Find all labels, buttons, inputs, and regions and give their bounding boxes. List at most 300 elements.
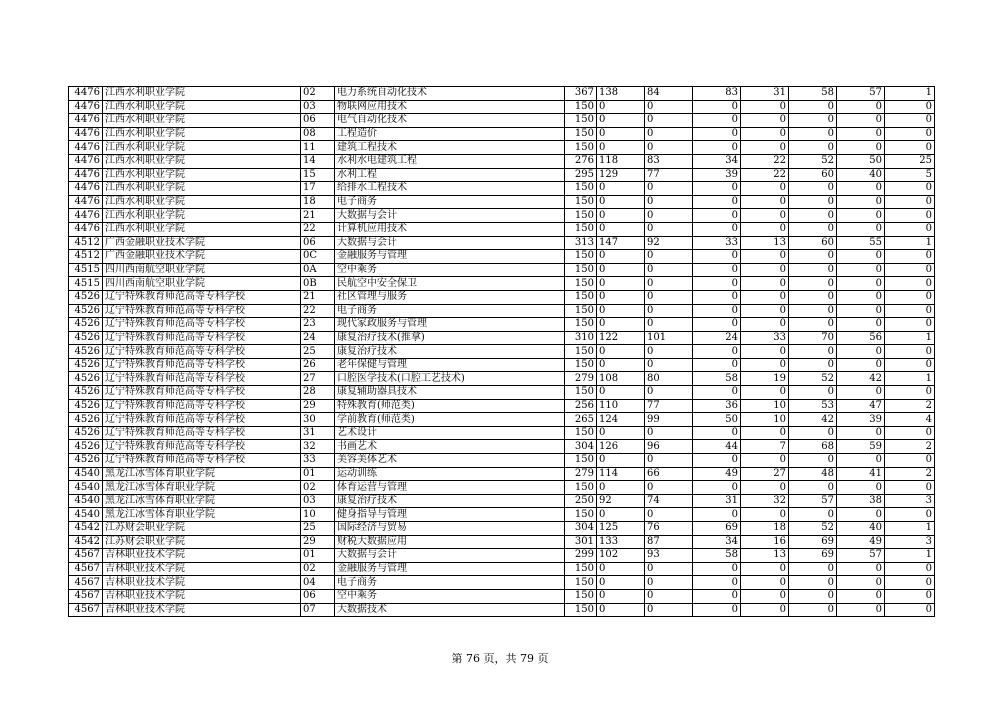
col-9-cell: 0 — [741, 358, 789, 372]
col-9-cell: 0 — [741, 304, 789, 318]
col-8-cell: 0 — [693, 100, 741, 114]
school-code-cell: 4567 — [69, 562, 103, 576]
school-name-cell: 辽宁特殊教育师范高等专科学校 — [103, 318, 301, 332]
table-body — [69, 87, 935, 617]
col-8-cell: 44 — [693, 440, 741, 454]
school-name-cell: 黑龙江冰雪体育职业学院 — [103, 481, 301, 495]
plan-count-cell: 250 — [565, 494, 597, 508]
school-name-cell: 江西水利职业学院 — [103, 154, 301, 168]
plan-count-cell: 150 — [565, 141, 597, 155]
col-7-cell: 83 — [645, 154, 693, 168]
plan-count-cell: 150 — [565, 263, 597, 277]
school-code-cell: 4526 — [69, 290, 103, 304]
major-name-cell: 工程造价 — [335, 127, 565, 141]
col-11-cell: 0 — [837, 209, 885, 223]
plan-count-cell: 279 — [565, 467, 597, 481]
school-code-cell: 4515 — [69, 277, 103, 291]
school-name-cell: 辽宁特殊教育师范高等专科学校 — [103, 386, 301, 400]
plan-count-cell: 150 — [565, 358, 597, 372]
school-code-cell: 4476 — [69, 168, 103, 182]
col-6-cell: 125 — [597, 522, 645, 536]
table-row — [69, 345, 935, 359]
school-code-cell: 4476 — [69, 182, 103, 196]
col-7-cell: 0 — [645, 589, 693, 603]
col-12-cell: 0 — [885, 454, 935, 468]
plan-count-cell: 150 — [565, 318, 597, 332]
major-code-cell: 15 — [301, 168, 335, 182]
col-7-cell: 0 — [645, 141, 693, 155]
table-row — [69, 250, 935, 264]
col-7-cell: 77 — [645, 168, 693, 182]
col-8-cell: 0 — [693, 250, 741, 264]
col-6-cell: 0 — [597, 562, 645, 576]
school-code-cell: 4526 — [69, 331, 103, 345]
school-name-cell: 四川西南航空职业学院 — [103, 277, 301, 291]
col-11-cell: 0 — [837, 386, 885, 400]
col-8-cell: 31 — [693, 494, 741, 508]
school-name-cell: 辽宁特殊教育师范高等专科学校 — [103, 372, 301, 386]
major-name-cell: 大数据与会计 — [335, 209, 565, 223]
table-row — [69, 236, 935, 250]
col-8-cell: 34 — [693, 535, 741, 549]
col-8-cell: 0 — [693, 277, 741, 291]
plan-count-cell: 313 — [565, 236, 597, 250]
plan-count-cell: 150 — [565, 182, 597, 196]
col-6-cell: 147 — [597, 236, 645, 250]
table-row — [69, 467, 935, 481]
school-name-cell: 辽宁特殊教育师范高等专科学校 — [103, 345, 301, 359]
school-name-cell: 吉林职业技术学院 — [103, 576, 301, 590]
school-name-cell: 吉林职业技术学院 — [103, 603, 301, 617]
col-6-cell: 0 — [597, 454, 645, 468]
col-8-cell: 58 — [693, 372, 741, 386]
col-8-cell: 49 — [693, 467, 741, 481]
col-7-cell: 0 — [645, 114, 693, 128]
col-9-cell: 7 — [741, 440, 789, 454]
school-name-cell: 吉林职业技术学院 — [103, 562, 301, 576]
school-name-cell: 四川西南航空职业学院 — [103, 263, 301, 277]
col-8-cell: 33 — [693, 236, 741, 250]
table-row — [69, 141, 935, 155]
school-name-cell: 江苏财会职业学院 — [103, 522, 301, 536]
col-9-cell: 0 — [741, 263, 789, 277]
table-row — [69, 263, 935, 277]
col-10-cell: 0 — [789, 454, 837, 468]
school-code-cell: 4526 — [69, 372, 103, 386]
plan-count-cell: 150 — [565, 100, 597, 114]
col-11-cell: 47 — [837, 399, 885, 413]
major-name-cell: 水利水电建筑工程 — [335, 154, 565, 168]
col-11-cell: 57 — [837, 549, 885, 563]
col-11-cell: 55 — [837, 236, 885, 250]
major-code-cell: 22 — [301, 304, 335, 318]
col-9-cell: 0 — [741, 100, 789, 114]
major-code-cell: 0C — [301, 250, 335, 264]
school-code-cell: 4515 — [69, 263, 103, 277]
col-8-cell: 0 — [693, 589, 741, 603]
col-10-cell: 0 — [789, 304, 837, 318]
col-6-cell: 0 — [597, 127, 645, 141]
major-code-cell: 08 — [301, 127, 335, 141]
col-8-cell: 0 — [693, 290, 741, 304]
col-11-cell: 0 — [837, 603, 885, 617]
col-12-cell: 2 — [885, 440, 935, 454]
col-12-cell: 2 — [885, 399, 935, 413]
col-10-cell: 0 — [789, 141, 837, 155]
col-10-cell: 0 — [789, 182, 837, 196]
col-12-cell: 0 — [885, 250, 935, 264]
col-9-cell: 0 — [741, 209, 789, 223]
table-row — [69, 195, 935, 209]
col-11-cell: 40 — [837, 168, 885, 182]
col-7-cell: 0 — [645, 345, 693, 359]
table-row — [69, 386, 935, 400]
col-11-cell: 41 — [837, 467, 885, 481]
school-code-cell: 4476 — [69, 195, 103, 209]
school-name-cell: 江西水利职业学院 — [103, 182, 301, 196]
col-11-cell: 0 — [837, 304, 885, 318]
col-12-cell: 3 — [885, 535, 935, 549]
col-7-cell: 66 — [645, 467, 693, 481]
col-9-cell: 18 — [741, 522, 789, 536]
col-11-cell: 0 — [837, 114, 885, 128]
col-10-cell: 0 — [789, 481, 837, 495]
col-11-cell: 0 — [837, 263, 885, 277]
col-8-cell: 24 — [693, 331, 741, 345]
col-6-cell: 0 — [597, 358, 645, 372]
major-code-cell: 11 — [301, 141, 335, 155]
col-9-cell: 13 — [741, 236, 789, 250]
col-12-cell: 0 — [885, 100, 935, 114]
col-10-cell: 58 — [789, 87, 837, 101]
school-code-cell: 4540 — [69, 481, 103, 495]
col-7-cell: 77 — [645, 399, 693, 413]
col-8-cell: 0 — [693, 209, 741, 223]
col-11-cell: 0 — [837, 100, 885, 114]
major-name-cell: 电子商务 — [335, 576, 565, 590]
col-6-cell: 0 — [597, 386, 645, 400]
col-9-cell: 0 — [741, 603, 789, 617]
school-code-cell: 4526 — [69, 304, 103, 318]
school-name-cell: 辽宁特殊教育师范高等专科学校 — [103, 454, 301, 468]
school-code-cell: 4526 — [69, 440, 103, 454]
plan-count-cell: 150 — [565, 454, 597, 468]
col-9-cell: 0 — [741, 345, 789, 359]
col-9-cell: 0 — [741, 127, 789, 141]
school-name-cell: 吉林职业技术学院 — [103, 589, 301, 603]
school-name-cell: 江西水利职业学院 — [103, 100, 301, 114]
major-code-cell: 06 — [301, 236, 335, 250]
col-9-cell: 27 — [741, 467, 789, 481]
col-12-cell: 0 — [885, 195, 935, 209]
col-11-cell: 0 — [837, 576, 885, 590]
col-6-cell: 138 — [597, 87, 645, 101]
col-7-cell: 0 — [645, 277, 693, 291]
school-name-cell: 黑龙江冰雪体育职业学院 — [103, 467, 301, 481]
school-name-cell: 辽宁特殊教育师范高等专科学校 — [103, 290, 301, 304]
col-8-cell: 0 — [693, 304, 741, 318]
major-code-cell: 25 — [301, 345, 335, 359]
major-code-cell: 21 — [301, 209, 335, 223]
major-name-cell: 水利工程 — [335, 168, 565, 182]
col-10-cell: 0 — [789, 345, 837, 359]
col-10-cell: 0 — [789, 589, 837, 603]
col-11-cell: 50 — [837, 154, 885, 168]
major-code-cell: 03 — [301, 494, 335, 508]
table-row — [69, 454, 935, 468]
major-name-cell: 计算机应用技术 — [335, 222, 565, 236]
col-9-cell: 0 — [741, 508, 789, 522]
col-9-cell: 0 — [741, 195, 789, 209]
col-12-cell: 0 — [885, 345, 935, 359]
table-row — [69, 426, 935, 440]
major-code-cell: 0B — [301, 277, 335, 291]
col-7-cell: 0 — [645, 426, 693, 440]
col-8-cell: 36 — [693, 399, 741, 413]
col-6-cell: 0 — [597, 263, 645, 277]
col-6-cell: 0 — [597, 481, 645, 495]
col-10-cell: 42 — [789, 413, 837, 427]
major-code-cell: 04 — [301, 576, 335, 590]
table-row — [69, 222, 935, 236]
col-10-cell: 48 — [789, 467, 837, 481]
major-name-cell: 空中乘务 — [335, 589, 565, 603]
col-6-cell: 126 — [597, 440, 645, 454]
major-code-cell: 27 — [301, 372, 335, 386]
col-7-cell: 0 — [645, 100, 693, 114]
col-12-cell: 0 — [885, 386, 935, 400]
col-7-cell: 0 — [645, 127, 693, 141]
major-name-cell: 康复治疗技术(推拿) — [335, 331, 565, 345]
col-6-cell: 0 — [597, 114, 645, 128]
major-code-cell: 18 — [301, 195, 335, 209]
school-code-cell: 4476 — [69, 127, 103, 141]
col-8-cell: 0 — [693, 358, 741, 372]
school-name-cell: 江西水利职业学院 — [103, 209, 301, 223]
table-row — [69, 399, 935, 413]
col-12-cell: 4 — [885, 413, 935, 427]
school-code-cell: 4476 — [69, 114, 103, 128]
major-name-cell: 口腔医学技术(口腔工艺技术) — [335, 372, 565, 386]
col-8-cell: 0 — [693, 386, 741, 400]
col-9-cell: 22 — [741, 154, 789, 168]
col-11-cell: 0 — [837, 426, 885, 440]
col-12-cell: 0 — [885, 481, 935, 495]
school-name-cell: 江西水利职业学院 — [103, 87, 301, 101]
school-code-cell: 4526 — [69, 413, 103, 427]
col-7-cell: 84 — [645, 87, 693, 101]
school-name-cell: 辽宁特殊教育师范高等专科学校 — [103, 413, 301, 427]
school-code-cell: 4476 — [69, 141, 103, 155]
col-9-cell: 22 — [741, 168, 789, 182]
table-row — [69, 304, 935, 318]
col-10-cell: 0 — [789, 576, 837, 590]
school-name-cell: 江苏财会职业学院 — [103, 535, 301, 549]
col-10-cell: 0 — [789, 318, 837, 332]
plan-count-cell: 256 — [565, 399, 597, 413]
major-name-cell: 艺术设计 — [335, 426, 565, 440]
major-code-cell: 22 — [301, 222, 335, 236]
school-code-cell: 4540 — [69, 508, 103, 522]
school-code-cell: 4567 — [69, 603, 103, 617]
admission-table — [68, 86, 935, 617]
col-8-cell: 0 — [693, 576, 741, 590]
major-name-cell: 给排水工程技术 — [335, 182, 565, 196]
major-name-cell: 电子商务 — [335, 304, 565, 318]
col-7-cell: 74 — [645, 494, 693, 508]
major-name-cell: 社区管理与服务 — [335, 290, 565, 304]
col-11-cell: 0 — [837, 508, 885, 522]
col-10-cell: 60 — [789, 236, 837, 250]
col-6-cell: 108 — [597, 372, 645, 386]
col-9-cell: 13 — [741, 549, 789, 563]
plan-count-cell: 150 — [565, 209, 597, 223]
col-6-cell: 0 — [597, 508, 645, 522]
major-code-cell: 21 — [301, 290, 335, 304]
col-11-cell: 0 — [837, 454, 885, 468]
col-12-cell: 1 — [885, 549, 935, 563]
school-code-cell: 4476 — [69, 222, 103, 236]
school-name-cell: 辽宁特殊教育师范高等专科学校 — [103, 399, 301, 413]
major-code-cell: 31 — [301, 426, 335, 440]
col-6-cell: 129 — [597, 168, 645, 182]
major-name-cell: 大数据与会计 — [335, 236, 565, 250]
major-name-cell: 现代家政服务与管理 — [335, 318, 565, 332]
col-6-cell: 0 — [597, 426, 645, 440]
school-code-cell: 4567 — [69, 576, 103, 590]
plan-count-cell: 279 — [565, 372, 597, 386]
col-8-cell: 58 — [693, 549, 741, 563]
school-name-cell: 吉林职业技术学院 — [103, 549, 301, 563]
col-12-cell: 0 — [885, 141, 935, 155]
col-9-cell: 0 — [741, 386, 789, 400]
school-code-cell: 4540 — [69, 467, 103, 481]
col-7-cell: 0 — [645, 508, 693, 522]
col-7-cell: 0 — [645, 304, 693, 318]
plan-count-cell: 150 — [565, 127, 597, 141]
col-6-cell: 0 — [597, 195, 645, 209]
col-12-cell: 1 — [885, 331, 935, 345]
col-8-cell: 0 — [693, 195, 741, 209]
school-name-cell: 辽宁特殊教育师范高等专科学校 — [103, 440, 301, 454]
col-8-cell: 34 — [693, 154, 741, 168]
col-12-cell: 0 — [885, 304, 935, 318]
school-code-cell: 4476 — [69, 100, 103, 114]
col-9-cell: 0 — [741, 562, 789, 576]
col-8-cell: 83 — [693, 87, 741, 101]
school-name-cell: 广西金融职业技术学院 — [103, 250, 301, 264]
col-10-cell: 0 — [789, 277, 837, 291]
col-6-cell: 102 — [597, 549, 645, 563]
plan-count-cell: 310 — [565, 331, 597, 345]
table-row — [69, 100, 935, 114]
table-row — [69, 168, 935, 182]
col-12-cell: 0 — [885, 127, 935, 141]
col-8-cell: 0 — [693, 182, 741, 196]
major-name-cell: 美容美体艺术 — [335, 454, 565, 468]
col-10-cell: 0 — [789, 222, 837, 236]
col-7-cell: 80 — [645, 372, 693, 386]
col-11-cell: 0 — [837, 481, 885, 495]
table-row — [69, 372, 935, 386]
major-code-cell: 06 — [301, 114, 335, 128]
col-6-cell: 0 — [597, 345, 645, 359]
major-code-cell: 32 — [301, 440, 335, 454]
col-8-cell: 0 — [693, 318, 741, 332]
table-row — [69, 277, 935, 291]
major-name-cell: 老年保健与管理 — [335, 358, 565, 372]
col-8-cell: 0 — [693, 508, 741, 522]
table-row — [69, 331, 935, 345]
plan-count-cell: 150 — [565, 290, 597, 304]
col-9-cell: 31 — [741, 87, 789, 101]
col-11-cell: 0 — [837, 358, 885, 372]
col-7-cell: 99 — [645, 413, 693, 427]
major-code-cell: 30 — [301, 413, 335, 427]
col-10-cell: 0 — [789, 263, 837, 277]
school-name-cell: 江西水利职业学院 — [103, 114, 301, 128]
major-name-cell: 学前教育(师范类) — [335, 413, 565, 427]
col-11-cell: 0 — [837, 345, 885, 359]
school-code-cell: 4526 — [69, 454, 103, 468]
col-9-cell: 0 — [741, 250, 789, 264]
table-row — [69, 440, 935, 454]
col-7-cell: 0 — [645, 562, 693, 576]
col-10-cell: 0 — [789, 250, 837, 264]
table-row — [69, 576, 935, 590]
col-6-cell: 0 — [597, 277, 645, 291]
col-10-cell: 0 — [789, 100, 837, 114]
col-10-cell: 0 — [789, 209, 837, 223]
col-8-cell: 0 — [693, 454, 741, 468]
col-7-cell: 92 — [645, 236, 693, 250]
col-11-cell: 40 — [837, 522, 885, 536]
plan-count-cell: 367 — [565, 87, 597, 101]
col-10-cell: 0 — [789, 358, 837, 372]
table-row — [69, 87, 935, 101]
col-12-cell: 0 — [885, 318, 935, 332]
col-12-cell: 1 — [885, 522, 935, 536]
school-name-cell: 广西金融职业技术学院 — [103, 236, 301, 250]
col-9-cell: 10 — [741, 413, 789, 427]
plan-count-cell: 150 — [565, 562, 597, 576]
major-name-cell: 民航空中安全保卫 — [335, 277, 565, 291]
major-code-cell: 01 — [301, 549, 335, 563]
col-8-cell: 0 — [693, 141, 741, 155]
col-6-cell: 0 — [597, 182, 645, 196]
table-row — [69, 481, 935, 495]
col-11-cell: 0 — [837, 318, 885, 332]
col-12-cell: 0 — [885, 508, 935, 522]
major-name-cell: 康复治疗技术 — [335, 345, 565, 359]
col-10-cell: 60 — [789, 168, 837, 182]
major-name-cell: 大数据与会计 — [335, 549, 565, 563]
col-7-cell: 0 — [645, 603, 693, 617]
col-8-cell: 0 — [693, 263, 741, 277]
col-12-cell: 0 — [885, 114, 935, 128]
school-code-cell: 4542 — [69, 522, 103, 536]
plan-count-cell: 150 — [565, 481, 597, 495]
major-name-cell: 电气自动化技术 — [335, 114, 565, 128]
school-name-cell: 黑龙江冰雪体育职业学院 — [103, 508, 301, 522]
plan-count-cell: 150 — [565, 603, 597, 617]
col-10-cell: 0 — [789, 195, 837, 209]
table-row — [69, 154, 935, 168]
school-name-cell: 江西水利职业学院 — [103, 195, 301, 209]
plan-count-cell: 150 — [565, 195, 597, 209]
col-12-cell: 1 — [885, 236, 935, 250]
major-code-cell: 02 — [301, 87, 335, 101]
